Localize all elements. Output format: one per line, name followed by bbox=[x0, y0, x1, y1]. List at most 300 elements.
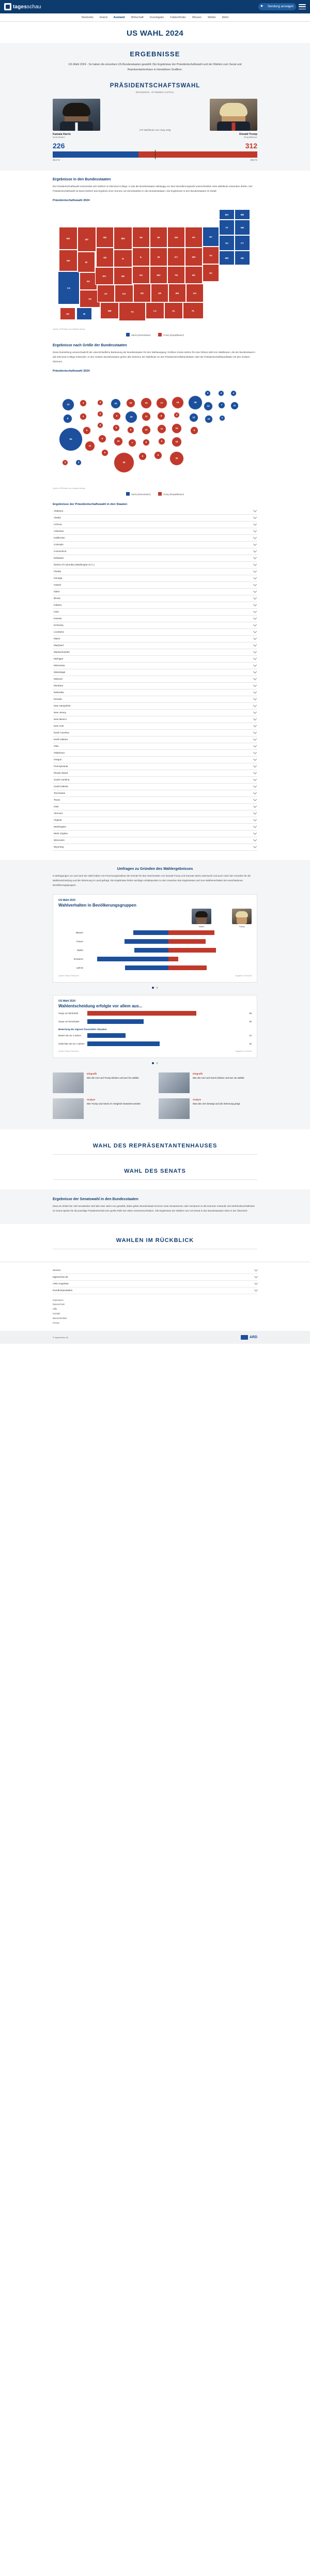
state-accordion-row[interactable] bbox=[53, 770, 257, 777]
state-MI[interactable]: MI bbox=[150, 227, 167, 248]
bubble-MS[interactable]: 6 bbox=[158, 438, 165, 445]
bubble-OK[interactable]: 7 bbox=[128, 439, 136, 447]
state-accordion-row[interactable] bbox=[53, 629, 257, 636]
menu-icon[interactable] bbox=[299, 4, 306, 9]
bubble-CO[interactable]: 10 bbox=[114, 437, 123, 446]
state-accordion-label: Georgia bbox=[54, 577, 63, 580]
bubble-KS[interactable]: 6 bbox=[127, 426, 134, 434]
footer-link[interactable]: Kontakt bbox=[53, 1312, 60, 1315]
state-UT[interactable]: UT bbox=[97, 285, 115, 302]
footer-link[interactable]: Datenschutz bbox=[53, 1303, 65, 1306]
state-CA[interactable]: CA bbox=[58, 271, 80, 304]
footer-accordion-row[interactable] bbox=[53, 1267, 257, 1274]
bubble-NC[interactable]: 16 bbox=[172, 423, 182, 434]
chevron-down-icon bbox=[253, 636, 257, 640]
state-MA[interactable]: MA bbox=[219, 209, 235, 220]
state-accordion-label: Washington bbox=[54, 825, 67, 829]
teaser-image bbox=[53, 1098, 84, 1119]
bubble-VA[interactable]: 13 bbox=[189, 413, 198, 422]
state-accordion-label: Vermont bbox=[54, 812, 63, 815]
state-accordion-row[interactable] bbox=[53, 683, 257, 689]
states-accordion[interactable] bbox=[53, 508, 257, 851]
bubble-AK[interactable]: 3 bbox=[62, 459, 68, 466]
state-MN[interactable]: MN bbox=[114, 227, 132, 250]
footer-accordion-row[interactable] bbox=[53, 1281, 257, 1287]
state-NV[interactable]: NV bbox=[80, 272, 97, 290]
chevron-down-icon bbox=[253, 556, 257, 559]
state-NH[interactable]: NH bbox=[235, 220, 250, 235]
state-DE[interactable]: DE bbox=[235, 251, 250, 265]
group-bar-row bbox=[58, 964, 252, 972]
state-accordion-row[interactable] bbox=[53, 797, 257, 804]
chevron-down-icon bbox=[253, 703, 257, 707]
bubble-MA[interactable]: 11 bbox=[230, 402, 239, 410]
state-accordion-row[interactable] bbox=[53, 824, 257, 831]
bubble-WV[interactable]: 4 bbox=[174, 412, 180, 418]
reason-track bbox=[87, 1041, 247, 1046]
state-accordion-row[interactable] bbox=[53, 535, 257, 542]
state-accordion-row[interactable] bbox=[53, 710, 257, 716]
chevron-down-icon bbox=[253, 771, 257, 774]
bubble-WY[interactable]: 3 bbox=[97, 422, 103, 428]
chevron-down-icon bbox=[253, 616, 257, 620]
state-KS[interactable]: KS bbox=[132, 266, 150, 284]
bubble-ME[interactable]: 4 bbox=[230, 390, 237, 396]
state-accordion-row[interactable] bbox=[53, 804, 257, 810]
reason-label: Sorge um Demokratie bbox=[58, 1020, 80, 1023]
state-accordion-label: Kalifornien bbox=[54, 536, 65, 540]
state-accordion-label: Virginia bbox=[54, 819, 62, 822]
footer-link[interactable]: Barrierefreiheit bbox=[53, 1316, 67, 1320]
state-OR[interactable]: OR bbox=[59, 250, 78, 271]
teaser-text-wrap bbox=[87, 1072, 139, 1093]
state-accordion-row[interactable] bbox=[53, 723, 257, 730]
chevron-down-icon bbox=[253, 630, 257, 633]
state-accordion-row[interactable] bbox=[53, 562, 257, 569]
state-accordion-row[interactable] bbox=[53, 703, 257, 710]
state-accordion-label: Wyoming bbox=[54, 846, 64, 849]
nav-item-0[interactable]: Startseite bbox=[81, 16, 94, 19]
reason-track bbox=[87, 1019, 247, 1024]
chevron-down-icon bbox=[253, 576, 257, 579]
bubble-IL[interactable]: 19 bbox=[125, 411, 137, 423]
state-accordion-label: Pennsylvania bbox=[54, 765, 68, 768]
state-accordion-label: Alaska bbox=[54, 516, 61, 519]
reason-label: Besser als vor 4 Jahren bbox=[58, 1034, 81, 1037]
bubble-map-title: Präsidentschaftswahl 2024 bbox=[53, 369, 90, 373]
state-accordion-row[interactable] bbox=[53, 528, 257, 535]
card2-pagination[interactable] bbox=[0, 1062, 310, 1064]
teaser-kicker: Analyse bbox=[193, 1098, 202, 1101]
teaser-item[interactable] bbox=[159, 1098, 257, 1119]
state-accordion-label: North Dakota bbox=[54, 738, 68, 741]
state-ME[interactable]: ME bbox=[235, 209, 250, 220]
state-accordion-row[interactable] bbox=[53, 750, 257, 757]
state-MD[interactable]: MD bbox=[219, 251, 235, 265]
bubble-FL[interactable]: 30 bbox=[169, 451, 184, 466]
state-accordion-row[interactable] bbox=[53, 548, 257, 555]
bubble-UT[interactable]: 6 bbox=[98, 435, 106, 443]
state-AR[interactable]: AR bbox=[151, 284, 168, 302]
bubble-LA[interactable]: 8 bbox=[138, 452, 147, 461]
state-accordion-row[interactable] bbox=[53, 763, 257, 770]
state-accordion-label: New Hampshire bbox=[54, 704, 71, 708]
group-bar-row bbox=[58, 947, 252, 954]
state-accordion-label: Oklahoma bbox=[54, 752, 65, 755]
chevron-down-icon bbox=[253, 603, 257, 606]
state-CO[interactable]: CO bbox=[115, 285, 133, 302]
state-accordion-row[interactable] bbox=[53, 831, 257, 837]
bubble-ID[interactable]: 4 bbox=[80, 413, 87, 420]
bubble-ND[interactable]: 3 bbox=[97, 400, 103, 406]
bubble-SD[interactable]: 3 bbox=[97, 411, 103, 417]
state-accordion-label: South Dakota bbox=[54, 785, 68, 788]
state-accordion-label: Iowa bbox=[54, 610, 59, 614]
group-value-right: 46 bbox=[169, 970, 172, 973]
bubble-CT[interactable]: 7 bbox=[218, 402, 225, 409]
chevron-down-icon bbox=[253, 717, 257, 720]
state-NE[interactable]: NE bbox=[114, 267, 132, 285]
majority-marker bbox=[155, 150, 156, 159]
teaser-item[interactable] bbox=[159, 1072, 257, 1093]
bubble-AR[interactable]: 6 bbox=[143, 439, 150, 446]
state-WA[interactable]: WA bbox=[59, 227, 78, 250]
nav-item-7[interactable]: Wetter bbox=[207, 16, 216, 19]
state-accordion-row[interactable] bbox=[53, 508, 257, 515]
bubble-IA[interactable]: 6 bbox=[113, 412, 121, 420]
group-value-right: 45 bbox=[169, 944, 172, 947]
bubble-CA[interactable]: 54 bbox=[59, 427, 83, 451]
state-accordion-row[interactable] bbox=[53, 676, 257, 683]
candidate-party: Republikaner bbox=[244, 136, 257, 139]
state-accordion-label: New Jersey bbox=[54, 711, 66, 714]
bubble-OR[interactable]: 8 bbox=[63, 414, 72, 423]
state-accordion-row[interactable] bbox=[53, 616, 257, 622]
nav-item-2[interactable]: Ausland bbox=[113, 16, 125, 19]
state-accordion-row[interactable] bbox=[53, 817, 257, 824]
state-AL[interactable]: AL bbox=[164, 302, 183, 319]
state-map[interactable] bbox=[53, 206, 257, 336]
results-intro: US-Wahl 2024 - So haben die einzelnen US-Bundesstaaten gewählt: Die Ergebnisse der Präsidentschaftswahl und der Wahlen zum Senat und Repräsentantenhaus in interaktiven Grafiken. bbox=[68, 63, 242, 72]
state-FL[interactable]: FL bbox=[183, 302, 204, 319]
map-canvas[interactable] bbox=[53, 206, 257, 326]
bubble-KY[interactable]: 8 bbox=[157, 412, 165, 420]
state-MT[interactable]: MT bbox=[78, 227, 96, 252]
state-accordion-row[interactable] bbox=[53, 716, 257, 723]
state-accordion-row[interactable] bbox=[53, 515, 257, 522]
candidate-photo bbox=[53, 99, 100, 131]
state-accordion-row[interactable] bbox=[53, 663, 257, 669]
chevron-down-icon bbox=[253, 750, 257, 754]
state-accordion-label: Tennessee bbox=[54, 792, 66, 795]
state-accordion-row[interactable] bbox=[53, 844, 257, 851]
group-bars bbox=[85, 939, 252, 947]
state-accordion-label: Nevada bbox=[54, 698, 62, 701]
state-TX[interactable]: TX bbox=[119, 302, 146, 321]
state-accordion-label: Louisiana bbox=[54, 631, 64, 634]
footer-accordion-label: Rundfunkanstalten bbox=[53, 1289, 73, 1292]
ard-logo[interactable] bbox=[241, 1335, 257, 1340]
bubble-NE[interactable]: 5 bbox=[113, 424, 120, 432]
group-label: Schwarze bbox=[73, 958, 83, 961]
teaser-grid[interactable] bbox=[53, 1072, 257, 1119]
state-accordion-row[interactable] bbox=[53, 669, 257, 676]
senate-states-text: Etwa ein Drittel der 100 Senatssitze wird alle zwei Jahre neu gewählt, dabei gelten Bundesstaat-Grenzen zwei Senatorinnen oder Senatoren in die Kammer entsandt. Die Mehrheitsverhältnisse im Senat spielen für die jeweilige Präsidentschaft eine große Rolle bei vielen Gesetzesvorhaben. Alle Ergebnisse der Wahlen zum US-Senat in den Bundesstaaten 2024 in der Übersicht: bbox=[53, 1204, 255, 1212]
chevron-down-icon bbox=[253, 609, 257, 613]
electors-bar bbox=[53, 151, 257, 158]
state-IL[interactable]: IL bbox=[132, 248, 150, 266]
state-NM[interactable]: NM bbox=[100, 302, 119, 319]
footer-accordion[interactable] bbox=[53, 1267, 257, 1294]
nav-item-8[interactable]: Mehr bbox=[222, 16, 229, 19]
bubble-NV[interactable]: 6 bbox=[83, 426, 91, 435]
bubble-MN[interactable]: 10 bbox=[111, 398, 121, 409]
bubble-SC[interactable]: 9 bbox=[190, 426, 198, 435]
state-MO[interactable]: MO bbox=[150, 266, 167, 284]
state-accordion-row[interactable] bbox=[53, 737, 257, 743]
reason-value: 45 bbox=[249, 1042, 252, 1045]
state-CT[interactable]: CT bbox=[235, 235, 250, 251]
pagination-dot-1[interactable] bbox=[152, 1062, 154, 1064]
state-IN[interactable]: IN bbox=[150, 248, 167, 266]
state-accordion-label: Utah bbox=[54, 805, 59, 808]
group-label: Männer bbox=[75, 931, 83, 934]
bubble-AZ[interactable]: 11 bbox=[85, 441, 95, 451]
electoral-section bbox=[53, 171, 257, 202]
reason-bar-row bbox=[58, 1018, 252, 1025]
state-SC[interactable]: SC bbox=[203, 264, 219, 282]
reason-track bbox=[87, 1033, 247, 1038]
state-OH[interactable]: OH bbox=[167, 227, 185, 248]
state-accordion-row[interactable] bbox=[53, 522, 257, 528]
teaser-image bbox=[53, 1072, 84, 1093]
state-accordion-label: Indiana bbox=[54, 604, 62, 607]
state-TN[interactable]: TN bbox=[167, 266, 185, 284]
bubble-OH[interactable]: 17 bbox=[156, 397, 167, 409]
chevron-down-icon bbox=[253, 582, 257, 586]
state-KY[interactable]: KY bbox=[167, 248, 185, 266]
state-VA[interactable]: VA bbox=[203, 247, 219, 264]
state-accordion-row[interactable] bbox=[53, 777, 257, 784]
mini-harris-name: Harris bbox=[198, 925, 205, 928]
group-bars bbox=[85, 948, 252, 956]
nav-item-3[interactable]: Wirtschaft bbox=[131, 16, 144, 19]
footer-accordion-row[interactable] bbox=[53, 1274, 257, 1281]
chevron-down-icon bbox=[253, 710, 257, 714]
state-NY[interactable]: NY bbox=[203, 227, 219, 247]
state-accordion-row[interactable] bbox=[53, 642, 257, 649]
state-accordion-row[interactable] bbox=[53, 790, 257, 797]
percent-harris: 48,3 % bbox=[53, 159, 60, 162]
logo-icon bbox=[4, 3, 11, 10]
state-accordion-row[interactable] bbox=[53, 810, 257, 817]
livestream-label: Sendung anzeigen bbox=[267, 5, 293, 8]
state-AK[interactable]: AK bbox=[60, 308, 75, 320]
state-MS[interactable]: MS bbox=[168, 284, 186, 302]
state-accordion-row[interactable] bbox=[53, 555, 257, 562]
pagination-dot-1[interactable] bbox=[152, 987, 154, 989]
main-nav[interactable] bbox=[0, 13, 310, 22]
nav-item-4[interactable]: Investigativ bbox=[149, 16, 164, 19]
bubble-map[interactable] bbox=[53, 377, 257, 496]
bubble-MO[interactable]: 10 bbox=[142, 425, 151, 435]
card2-rows bbox=[58, 1010, 252, 1025]
group-bars bbox=[85, 965, 252, 973]
chevron-down-icon bbox=[253, 798, 257, 801]
state-OK[interactable]: OK bbox=[133, 284, 151, 302]
state-accordion-row[interactable] bbox=[53, 696, 257, 703]
state-accordion-row[interactable] bbox=[53, 595, 257, 602]
group-label: Frauen bbox=[76, 940, 83, 943]
bubble-IN[interactable]: 11 bbox=[142, 412, 151, 421]
pagination-dot-2[interactable] bbox=[156, 987, 158, 989]
bubble-AL[interactable]: 9 bbox=[154, 451, 162, 459]
chevron-down-icon bbox=[254, 1288, 258, 1292]
chevron-down-icon bbox=[253, 784, 257, 788]
state-accordion-row[interactable] bbox=[53, 730, 257, 737]
tagesschau-logo[interactable] bbox=[4, 3, 41, 10]
state-SD[interactable]: SD bbox=[96, 248, 114, 267]
bubble-NJ[interactable]: 14 bbox=[204, 402, 213, 411]
bubble-NM[interactable]: 5 bbox=[101, 449, 109, 456]
state-accordion-label: North Carolina bbox=[54, 731, 69, 734]
state-LA[interactable]: LA bbox=[146, 302, 164, 319]
teaser-headline: Wie die USA auf Trump blicken und wer ihn wählte bbox=[87, 1077, 139, 1080]
state-GA[interactable]: GA bbox=[186, 284, 204, 302]
teaser-item[interactable] bbox=[53, 1098, 151, 1119]
card1-pagination[interactable] bbox=[0, 987, 310, 989]
state-accordion-row[interactable] bbox=[53, 784, 257, 790]
state-accordion-row[interactable] bbox=[53, 542, 257, 548]
state-ID[interactable]: ID bbox=[78, 252, 95, 272]
chevron-down-icon bbox=[254, 1281, 258, 1285]
state-accordion-row[interactable] bbox=[53, 689, 257, 696]
bubble-NY[interactable]: 28 bbox=[188, 395, 203, 410]
chevron-down-icon bbox=[253, 509, 257, 512]
group-label: Weiße bbox=[76, 949, 83, 952]
state-PA[interactable]: PA bbox=[185, 227, 203, 248]
chevron-down-icon bbox=[254, 1275, 258, 1278]
bubble-TN[interactable]: 11 bbox=[157, 424, 166, 434]
footer-accordion-row[interactable] bbox=[53, 1287, 257, 1294]
bubble-WA[interactable]: 12 bbox=[62, 398, 74, 411]
footer-link[interactable]: Impressum bbox=[53, 1298, 64, 1301]
state-accordion-row[interactable] bbox=[53, 575, 257, 582]
state-HI[interactable]: HI bbox=[76, 308, 92, 320]
brand-light: schau bbox=[27, 4, 41, 10]
state-accordion-row[interactable] bbox=[53, 582, 257, 589]
state-NJ[interactable]: NJ bbox=[219, 235, 235, 251]
ard-icon bbox=[241, 1335, 248, 1340]
livestream-button[interactable] bbox=[258, 3, 296, 10]
page-title: US WAHL 2024 bbox=[126, 29, 184, 38]
nav-item-5[interactable]: Faktenfinder bbox=[170, 16, 186, 19]
nav-item-6[interactable]: Wissen bbox=[192, 16, 202, 19]
card1-source: Quelle: Edison Research bbox=[58, 974, 79, 977]
state-accordion-row[interactable] bbox=[53, 837, 257, 844]
teaser-kicker: Infografik bbox=[87, 1072, 97, 1075]
electors-harris: 226 bbox=[53, 142, 65, 150]
chevron-down-icon bbox=[254, 1268, 258, 1271]
bubble-VT[interactable]: 3 bbox=[205, 390, 211, 396]
state-accordion-row[interactable] bbox=[53, 649, 257, 656]
footer-link[interactable]: Presse bbox=[53, 1321, 60, 1324]
state-accordion-row[interactable] bbox=[53, 636, 257, 642]
map-title: Präsidentschaftswahl 2024 bbox=[53, 199, 90, 203]
bubble-canvas[interactable] bbox=[53, 377, 257, 485]
state-AZ[interactable]: AZ bbox=[80, 290, 100, 308]
footer-link[interactable]: Hilfe bbox=[53, 1308, 57, 1311]
group-value-right: 12 bbox=[169, 961, 172, 964]
pagination-dot-2[interactable] bbox=[156, 1062, 158, 1064]
state-accordion-label: South Carolina bbox=[54, 778, 70, 781]
state-accordion-label: Florida bbox=[54, 570, 61, 573]
chevron-down-icon bbox=[253, 818, 257, 821]
reason-bar-row bbox=[58, 1032, 252, 1039]
state-accordion-row[interactable] bbox=[53, 589, 257, 595]
card2-title: Wahlentscheidung erfolgte vor allem aus... bbox=[58, 1003, 143, 1008]
group-value-right: 55 bbox=[169, 935, 172, 938]
state-accordion-row[interactable] bbox=[53, 757, 257, 763]
electors-bar-trump bbox=[138, 151, 257, 158]
state-accordion-row[interactable] bbox=[53, 569, 257, 575]
state-accordion-label: Maryland bbox=[54, 644, 64, 647]
state-WY[interactable]: WY bbox=[95, 267, 114, 285]
house-heading: WAHL DES REPRÄSENTANTENHAUSES bbox=[92, 1142, 218, 1149]
state-ND[interactable]: ND bbox=[96, 227, 114, 248]
state-VT[interactable]: VT bbox=[219, 220, 235, 235]
bubble-PA[interactable]: 19 bbox=[172, 396, 184, 409]
footer-links[interactable] bbox=[53, 1298, 257, 1326]
bubble-NH[interactable]: 4 bbox=[218, 390, 224, 396]
state-accordion-label: Colorado bbox=[54, 543, 64, 546]
map-source: Quelle: AP/Edison via Infratest dimap bbox=[53, 328, 85, 331]
bubble-MT[interactable]: 4 bbox=[80, 400, 87, 407]
state-NC[interactable]: NC bbox=[185, 266, 203, 284]
reason-value: 68 bbox=[249, 1011, 252, 1015]
bubble-TX[interactable]: 40 bbox=[114, 452, 134, 473]
state-accordion-row[interactable] bbox=[53, 743, 257, 750]
bubble-DE[interactable]: 3 bbox=[219, 415, 225, 421]
chevron-down-icon bbox=[253, 529, 257, 532]
bubble-GA[interactable]: 16 bbox=[172, 437, 182, 447]
teaser-image bbox=[159, 1072, 190, 1093]
state-accordion-label: Mississippi bbox=[54, 671, 66, 674]
bubble-MD[interactable]: 10 bbox=[205, 415, 213, 423]
teaser-text-wrap bbox=[193, 1098, 240, 1119]
chevron-down-icon bbox=[253, 690, 257, 694]
chevron-down-icon bbox=[253, 791, 257, 794]
bubble-WI[interactable]: 10 bbox=[126, 398, 135, 408]
teaser-item[interactable] bbox=[53, 1072, 151, 1093]
state-accordion-row[interactable] bbox=[53, 656, 257, 663]
state-accordion-row[interactable] bbox=[53, 609, 257, 616]
chevron-down-icon bbox=[253, 589, 257, 593]
state-WI[interactable]: WI bbox=[132, 227, 150, 248]
card1-note: Angaben in Prozent bbox=[235, 974, 252, 977]
survey-section bbox=[0, 860, 310, 1129]
chevron-down-icon bbox=[253, 562, 257, 566]
chevron-down-icon bbox=[253, 650, 257, 653]
bubble-MI[interactable]: 15 bbox=[141, 397, 152, 409]
state-WV[interactable]: WV bbox=[185, 248, 203, 266]
state-accordion-row[interactable] bbox=[53, 602, 257, 609]
state-IA[interactable]: IA bbox=[114, 250, 132, 267]
chevron-down-icon bbox=[253, 824, 257, 828]
bubble-HI[interactable]: 4 bbox=[75, 459, 82, 466]
nav-item-1[interactable]: Inland bbox=[99, 16, 107, 19]
state-accordion-row[interactable] bbox=[53, 622, 257, 629]
